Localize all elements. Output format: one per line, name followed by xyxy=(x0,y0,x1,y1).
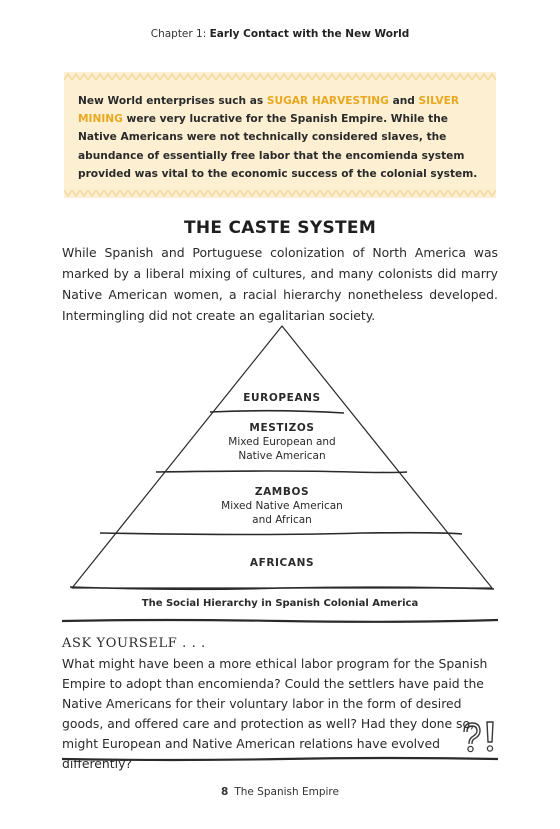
divider-bottom xyxy=(62,756,498,762)
tier-description: Mixed Native American and African xyxy=(221,500,343,526)
caste-pyramid xyxy=(62,324,502,594)
book-title: The Spanish Empire xyxy=(234,786,339,798)
running-head xyxy=(0,28,560,40)
intro-paragraph: While Spanish and Portuguese colonization of North America was marked by a liberal mixing of cultures, and many colonists did marry Native American women, a racial hierarchy nonetheless developed. Intermingling did not create an egalitarian society. xyxy=(62,245,498,323)
highlight-sugar: SUGAR HARVESTING xyxy=(266,95,389,107)
highlight-silver: SILVER MINING xyxy=(78,95,459,126)
ask-yourself-heading: ASK YOURSELF . . . xyxy=(62,636,206,651)
tier-description: Mixed European and Native American xyxy=(228,436,336,462)
tier-name: AFRICANS xyxy=(249,557,315,569)
tier-zambos xyxy=(62,486,502,527)
tier-name: ZAMBOS xyxy=(254,486,310,498)
zigzag-border-top xyxy=(64,72,496,80)
zigzag-border-bottom xyxy=(64,190,496,198)
chapter-number: Chapter 1: xyxy=(150,28,207,40)
tier-name: EUROPEANS xyxy=(243,392,321,404)
section-title: THE CASTE SYSTEM xyxy=(183,218,377,238)
callout-text: New World enterprises such as SUGAR HARVESTING and SILVER MINING were very lucrative for the Spanish Empire. While the Native Americans were not technically considered slaves, the abundance of essentially free labor that the encomienda system provided was vital to the economic success of the colonial system. xyxy=(78,95,478,180)
callout-box xyxy=(64,72,496,198)
ask-yourself-body: What might have been a more ethical labor program for the Spanish Empire to adopt than encomienda? Could the settlers have paid the Native Americans for their voluntary labor in the form of desired goods, and offered care and protection as well? Had they done so, might European and Native American relations have evolved differently? xyxy=(62,656,488,771)
tier-africans xyxy=(62,557,502,569)
question-exclamation-icon xyxy=(460,720,500,754)
figure-caption: The Social Hierarchy in Spanish Colonial America xyxy=(141,598,419,609)
divider-top xyxy=(62,618,498,624)
page-number: 8 xyxy=(221,786,229,798)
tier-mestizos xyxy=(62,422,502,463)
tier-europeans xyxy=(62,392,502,404)
chapter-title: Early Contact with the New World xyxy=(209,28,410,40)
page-footer xyxy=(0,786,560,798)
tier-name: MESTIZOS xyxy=(249,422,315,434)
